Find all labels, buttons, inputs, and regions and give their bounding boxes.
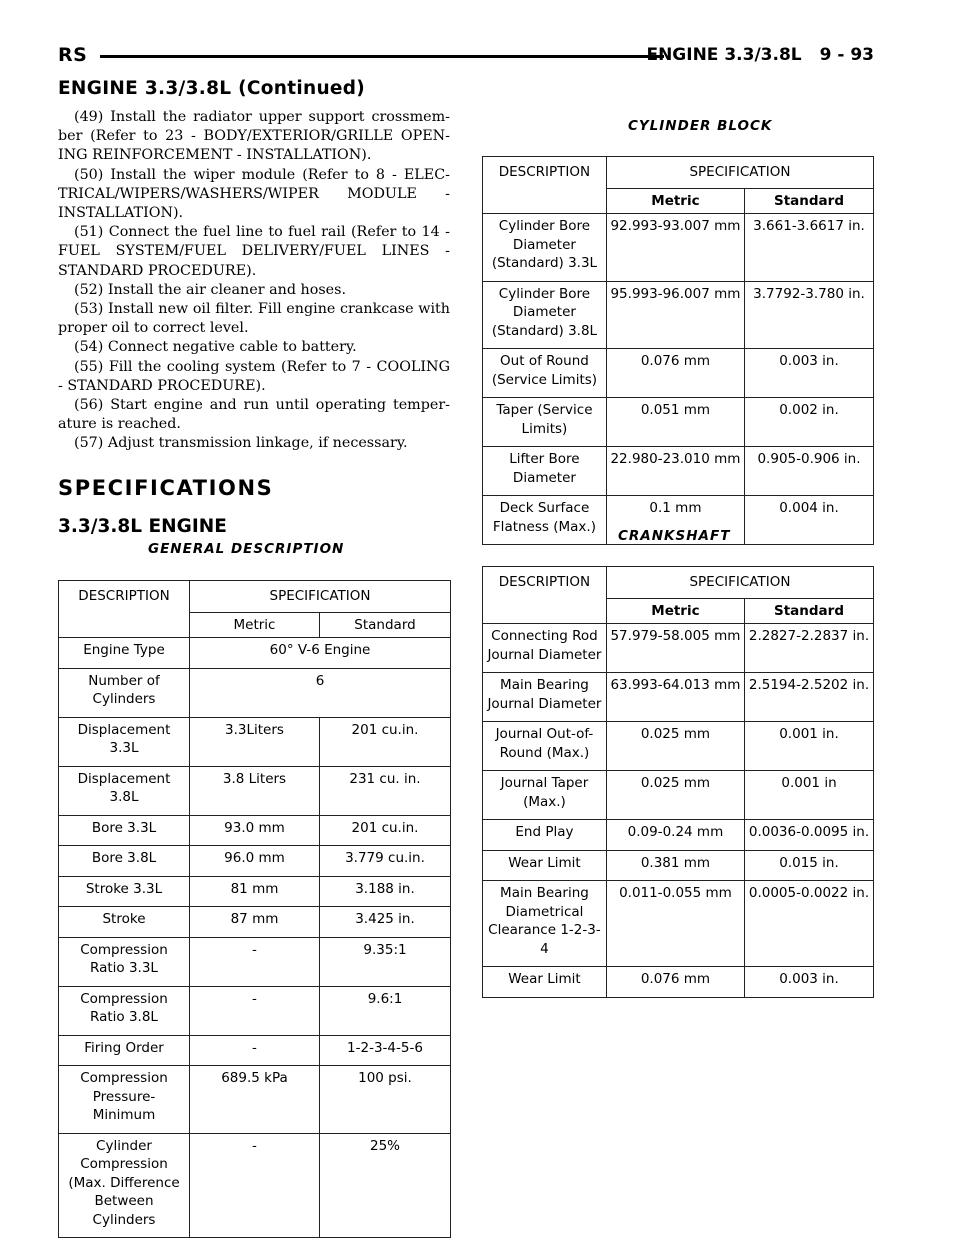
table-header-row	[483, 567, 874, 599]
table-cell: Wear Limit	[483, 850, 607, 881]
step-paragraph: (50) Install the wiper module (Refer to 8 - ELEC-TRICAL/WIPERS/WASHERS/WIPER MODULE - INSTALLATION).	[58, 166, 450, 222]
column-subheader: Standard	[319, 612, 450, 638]
table-row	[483, 624, 874, 673]
table-cell: End Play	[483, 820, 607, 851]
table-cell: 63.993-64.013 mm	[606, 673, 744, 722]
general-caption: GENERAL DESCRIPTION	[148, 541, 345, 557]
table-cell: Stroke 3.3L	[59, 876, 190, 907]
table-row	[59, 986, 451, 1035]
table-row	[483, 967, 874, 998]
table-row	[59, 638, 451, 669]
crankshaft-table	[482, 566, 874, 998]
table-cell: Cylinder Compression (Max. Difference Between Cylinders	[59, 1133, 190, 1238]
table-cell: Displacement 3.8L	[59, 766, 190, 815]
table-cell: 0.011-0.055 mm	[606, 881, 744, 967]
header-rule	[100, 55, 664, 58]
table-cell: Taper (Service Limits)	[483, 398, 607, 447]
table-cell: -	[190, 937, 320, 986]
continued-title: ENGINE 3.3/3.8L (Continued)	[58, 78, 366, 99]
step-paragraph: (56) Start engine and run until operating temper-ature is reached.	[58, 397, 450, 433]
table-cell: 0.076 mm	[606, 349, 744, 398]
table-row	[59, 846, 451, 877]
table-cell: 0.076 mm	[606, 967, 744, 998]
table-cell: 2.5194-2.5202 in.	[745, 673, 874, 722]
table-cell: 0.001 in	[745, 771, 874, 820]
table-cell: -	[190, 1035, 320, 1066]
table-cell: 95.993-96.007 mm	[606, 281, 744, 349]
column-subheader: Standard	[745, 188, 874, 214]
procedure-steps	[58, 108, 450, 454]
table-row	[483, 214, 874, 282]
table-header-row	[59, 581, 451, 613]
table-cell: 9.6:1	[319, 986, 450, 1035]
header-section-code: RS	[58, 44, 88, 66]
table-cell: 0.004 in.	[745, 496, 874, 545]
table-cell: Number of Cylinders	[59, 668, 190, 717]
table-cell: Engine Type	[59, 638, 190, 669]
subsection-title: 3.3/3.8L ENGINE	[58, 516, 227, 537]
column-header: SPECIFICATION	[190, 581, 451, 613]
table-row	[59, 907, 451, 938]
table-cell: Compression Ratio 3.3L	[59, 937, 190, 986]
table-cell: Bore 3.8L	[59, 846, 190, 877]
table-cell: 3.779 cu.in.	[319, 846, 450, 877]
table-cell: Wear Limit	[483, 967, 607, 998]
table-cell: 0.025 mm	[606, 771, 744, 820]
table-row	[59, 876, 451, 907]
cylinder-block-table	[482, 156, 874, 545]
table-cell: 3.7792-3.780 in.	[745, 281, 874, 349]
table-cell: 81 mm	[190, 876, 320, 907]
table-cell: 25%	[319, 1133, 450, 1238]
section-title: SPECIFICATIONS	[58, 476, 274, 500]
table-cell: -	[190, 1133, 320, 1238]
table-row	[59, 1035, 451, 1066]
table-cell: 1-2-3-4-5-6	[319, 1035, 450, 1066]
step-paragraph: (57) Adjust transmission linkage, if necessary.	[74, 435, 408, 452]
table-cell: 93.0 mm	[190, 815, 320, 846]
step-paragraph: (51) Connect the fuel line to fuel rail (Refer to 14 - FUEL SYSTEM/FUEL DELIVERY/FUEL LINES - STANDARD PROCEDURE).	[58, 224, 450, 279]
table-cell: 22.980-23.010 mm	[606, 447, 744, 496]
table-row	[59, 668, 451, 717]
table-row	[483, 771, 874, 820]
table-row	[483, 281, 874, 349]
table-cell: 2.2827-2.2837 in.	[745, 624, 874, 673]
table-cell: 0.003 in.	[745, 967, 874, 998]
table-cell: 231 cu. in.	[319, 766, 450, 815]
table-cell: Connecting Rod Journal Diameter	[483, 624, 607, 673]
header-chapter	[646, 45, 874, 65]
table-cell: -	[190, 986, 320, 1035]
step-paragraph: (49) Install the radiator upper support crossmem-ber (Refer to 23 - BODY/EXTERIOR/GRILLE OPEN-ING REINFORCEMENT - INSTALLATION).	[58, 109, 450, 164]
table-row	[483, 447, 874, 496]
table-cell: Journal Out-of-Round (Max.)	[483, 722, 607, 771]
table-cell: 0.003 in.	[745, 349, 874, 398]
table-row	[483, 881, 874, 967]
table-cell: 0.0005-0.0022 in.	[745, 881, 874, 967]
table-cell: 0.001 in.	[745, 722, 874, 771]
column-header: DESCRIPTION	[483, 157, 607, 214]
page-number: 9 - 93	[819, 45, 874, 65]
table-row	[59, 937, 451, 986]
table-cell: Bore 3.3L	[59, 815, 190, 846]
table-row	[59, 766, 451, 815]
column-subheader: Standard	[745, 598, 874, 624]
column-header: SPECIFICATION	[606, 157, 873, 189]
table-cell: 0.381 mm	[606, 850, 744, 881]
column-header: SPECIFICATION	[606, 567, 873, 599]
table-cell: Displacement 3.3L	[59, 717, 190, 766]
table-cell: 0.025 mm	[606, 722, 744, 771]
table-cell: 87 mm	[190, 907, 320, 938]
table-cell: 100 psi.	[319, 1066, 450, 1134]
table-row	[483, 850, 874, 881]
table-cell: 3.661-3.6617 in.	[745, 214, 874, 282]
table-cell: 92.993-93.007 mm	[606, 214, 744, 282]
table-cell: 0.051 mm	[606, 398, 744, 447]
header-title: ENGINE 3.3/3.8L	[646, 45, 802, 65]
crankshaft-caption: CRANKSHAFT	[618, 528, 731, 544]
cylinder-block-caption: CYLINDER BLOCK	[628, 118, 773, 134]
table-cell: 3.3Liters	[190, 717, 320, 766]
table-row	[483, 673, 874, 722]
table-row	[59, 815, 451, 846]
table-cell: 201 cu.in.	[319, 717, 450, 766]
table-cell: Stroke	[59, 907, 190, 938]
table-row	[59, 1133, 451, 1238]
column-header: DESCRIPTION	[59, 581, 190, 638]
table-cell: Cylinder Bore Diameter (Standard) 3.8L	[483, 281, 607, 349]
table-cell: Deck Surface Flatness (Max.)	[483, 496, 607, 545]
table-cell: 0.09-0.24 mm	[606, 820, 744, 851]
table-row	[59, 1066, 451, 1134]
table-cell: Firing Order	[59, 1035, 190, 1066]
table-cell: 57.979-58.005 mm	[606, 624, 744, 673]
table-cell: Journal Taper (Max.)	[483, 771, 607, 820]
table-header-row	[483, 157, 874, 189]
step-paragraph: (54) Connect negative cable to battery.	[74, 339, 357, 356]
table-cell: 0.015 in.	[745, 850, 874, 881]
column-subheader: Metric	[190, 612, 320, 638]
table-cell: 0.1 mm	[606, 496, 744, 545]
table-cell: 0.905-0.906 in.	[745, 447, 874, 496]
table-cell: 0.0036-0.0095 in.	[745, 820, 874, 851]
table-row	[483, 398, 874, 447]
table-cell: 96.0 mm	[190, 846, 320, 877]
table-row	[483, 820, 874, 851]
table-cell: 3.425 in.	[319, 907, 450, 938]
column-subheader: Metric	[606, 598, 744, 624]
column-subheader: Metric	[606, 188, 744, 214]
table-cell: 0.002 in.	[745, 398, 874, 447]
table-cell: Lifter Bore Diameter	[483, 447, 607, 496]
table-row	[483, 722, 874, 771]
table-cell: Compression Ratio 3.8L	[59, 986, 190, 1035]
table-cell: Main Bearing Diametrical Clearance 1-2-3-4	[483, 881, 607, 967]
table-cell: Main Bearing Journal Diameter	[483, 673, 607, 722]
table-cell: 689.5 kPa	[190, 1066, 320, 1134]
table-cell: 201 cu.in.	[319, 815, 450, 846]
step-paragraph: (52) Install the air cleaner and hoses.	[74, 281, 347, 298]
table-cell: Compression Pressure-Minimum	[59, 1066, 190, 1134]
table-row	[59, 717, 451, 766]
table-cell: 3.188 in.	[319, 876, 450, 907]
table-cell: 60° V-6 Engine	[190, 638, 451, 669]
table-cell: Cylinder Bore Diameter (Standard) 3.3L	[483, 214, 607, 282]
table-row	[483, 349, 874, 398]
step-paragraph: (53) Install new oil filter. Fill engine crankcase with proper oil to correct level.	[58, 301, 450, 337]
table-cell: 9.35:1	[319, 937, 450, 986]
general-description-table	[58, 580, 451, 1238]
table-cell: 6	[190, 668, 451, 717]
column-header: DESCRIPTION	[483, 567, 607, 624]
table-cell: 3.8 Liters	[190, 766, 320, 815]
table-cell: Out of Round (Service Limits)	[483, 349, 607, 398]
step-paragraph: (55) Fill the cooling system (Refer to 7 - COOLING - STANDARD PROCEDURE).	[58, 358, 450, 394]
